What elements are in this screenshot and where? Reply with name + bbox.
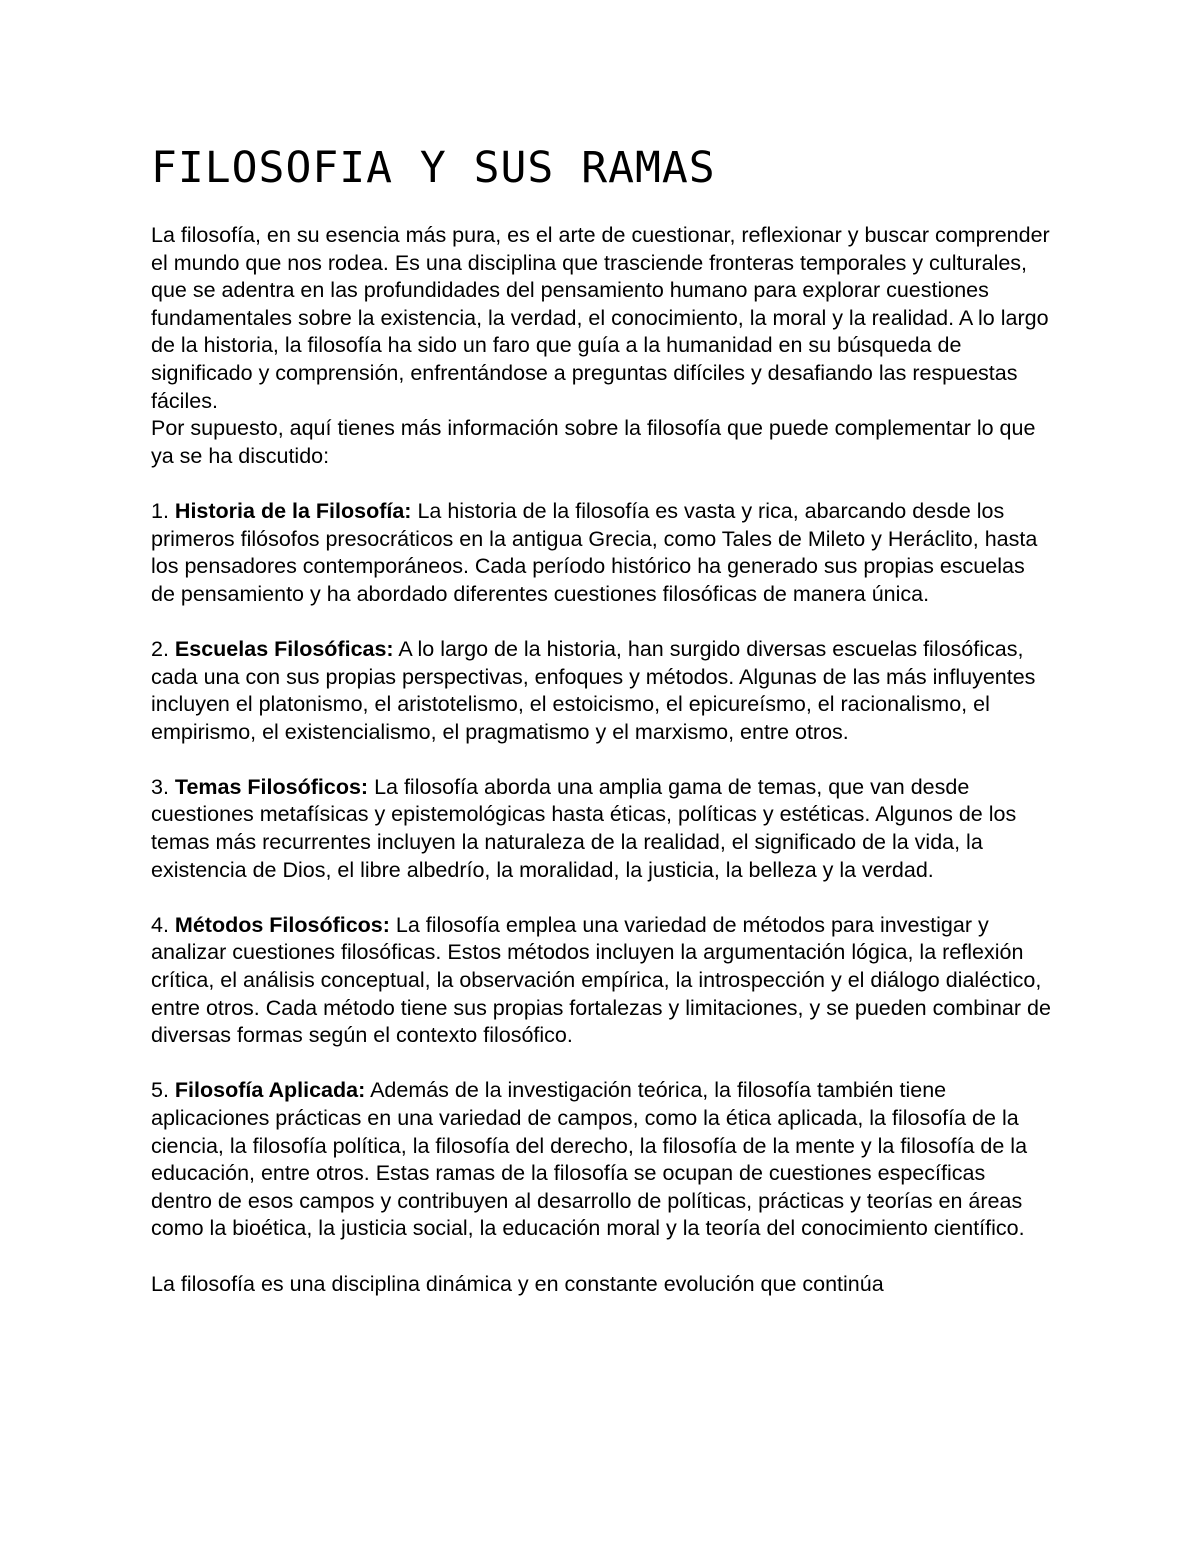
section-text: A lo largo de la historia, han surgido diversas escuelas filosóficas, cada una con sus propias perspectivas, enfoques y métodos. Algunas de las más influyentes incluyen el platonismo, el aristotelismo, el estoicismo, el epicureísmo, el racionalismo, el empirismo, el existencialismo, el pragmatismo y el marxismo, entre otros. bbox=[151, 636, 1036, 744]
section-number: 4. bbox=[151, 912, 169, 937]
section-number: 1. bbox=[151, 498, 169, 523]
section-text: La filosofía aborda una amplia gama de temas, que van desde cuestiones metafísicas y epistemológicas hasta éticas, políticas y estéticas. Algunos de los temas más recurrentes incluyen la naturaleza de la realidad, el significado de la vida, la existencia de Dios, el libre albedrío, la moralidad, la justicia, la belleza y la verdad. bbox=[151, 774, 1017, 882]
followup-paragraph: Por supuesto, aquí tienes más información sobre la filosofía que puede complementar lo que ya se ha discutido: bbox=[151, 416, 1036, 468]
section-metodos bbox=[151, 912, 1051, 1050]
section-number: 2. bbox=[151, 636, 169, 661]
document-body bbox=[151, 142, 1051, 1298]
section-temas bbox=[151, 774, 1051, 884]
section-escuelas bbox=[151, 636, 1051, 746]
section-term: Métodos Filosóficos: bbox=[174, 912, 390, 937]
section-text: La historia de la filosofía es vasta y rica, abarcando desde los primeros filósofos presocráticos en la antigua Grecia, como Tales de Mileto y Heráclito, hasta los pensadores contemporáneos. Cada período histórico ha generado sus propias escuelas de pensamiento y ha abordado diferentes cuestiones filosóficas de manera única. bbox=[151, 498, 1038, 606]
section-number: 5. bbox=[151, 1078, 169, 1103]
section-term: Filosofía Aplicada: bbox=[174, 1078, 366, 1103]
section-text: Además de la investigación teórica, la filosofía también tiene aplicaciones prácticas en una variedad de campos, como la ética aplicada, la filosofía de la ciencia, la filosofía política, la filosofía del derecho, la filosofía de la mente y la filosofía de la educación, entre otros. Estas ramas de la filosofía se ocupan de cuestiones específicas dentro de esos campos y contribuyen al desarrollo de políticas, prácticas y teorías en áreas como la bioética, la justicia social, la educación moral y la teoría del conocimiento científico. bbox=[151, 1078, 1028, 1241]
document-title: FILOSOFIA Y SUS RAMAS bbox=[151, 143, 716, 193]
section-term: Temas Filosóficos: bbox=[174, 774, 369, 799]
section-aplicada bbox=[151, 1077, 1051, 1243]
section-term: Escuelas Filosóficas: bbox=[174, 636, 394, 661]
section-text: La filosofía emplea una variedad de métodos para investigar y analizar cuestiones filosóficas. Estos métodos incluyen la argumentación lógica, la reflexión crítica, el análisis conceptual, la observación empírica, la introspección y el diálogo dialéctico, entre otros. Cada método tiene sus propias fortalezas y limitaciones, y se pueden combinar de diversas formas según el contexto filosófico. bbox=[151, 912, 1051, 1048]
closing-paragraph: La filosofía es una disciplina dinámica y en constante evolución que continúa bbox=[151, 1271, 884, 1296]
section-term: Historia de la Filosofía: bbox=[174, 498, 412, 523]
section-historia bbox=[151, 498, 1051, 608]
section-number: 3. bbox=[151, 774, 169, 799]
intro-paragraph: La filosofía, en su esencia más pura, es el arte de cuestionar, reflexionar y buscar comprender el mundo que nos rodea. Es una disciplina que trasciende fronteras temporales y culturales, que se adentra en las profundidades del pensamiento humano para explorar cuestiones fundamentales sobre la existencia, la verdad, el conocimiento, la moral y la realidad. A lo largo de la historia, la filosofía ha sido un faro que guía a la humanidad en su búsqueda de significado y comprensión, enfrentándose a preguntas difíciles y desafiando las respuestas fáciles. bbox=[151, 223, 1050, 413]
